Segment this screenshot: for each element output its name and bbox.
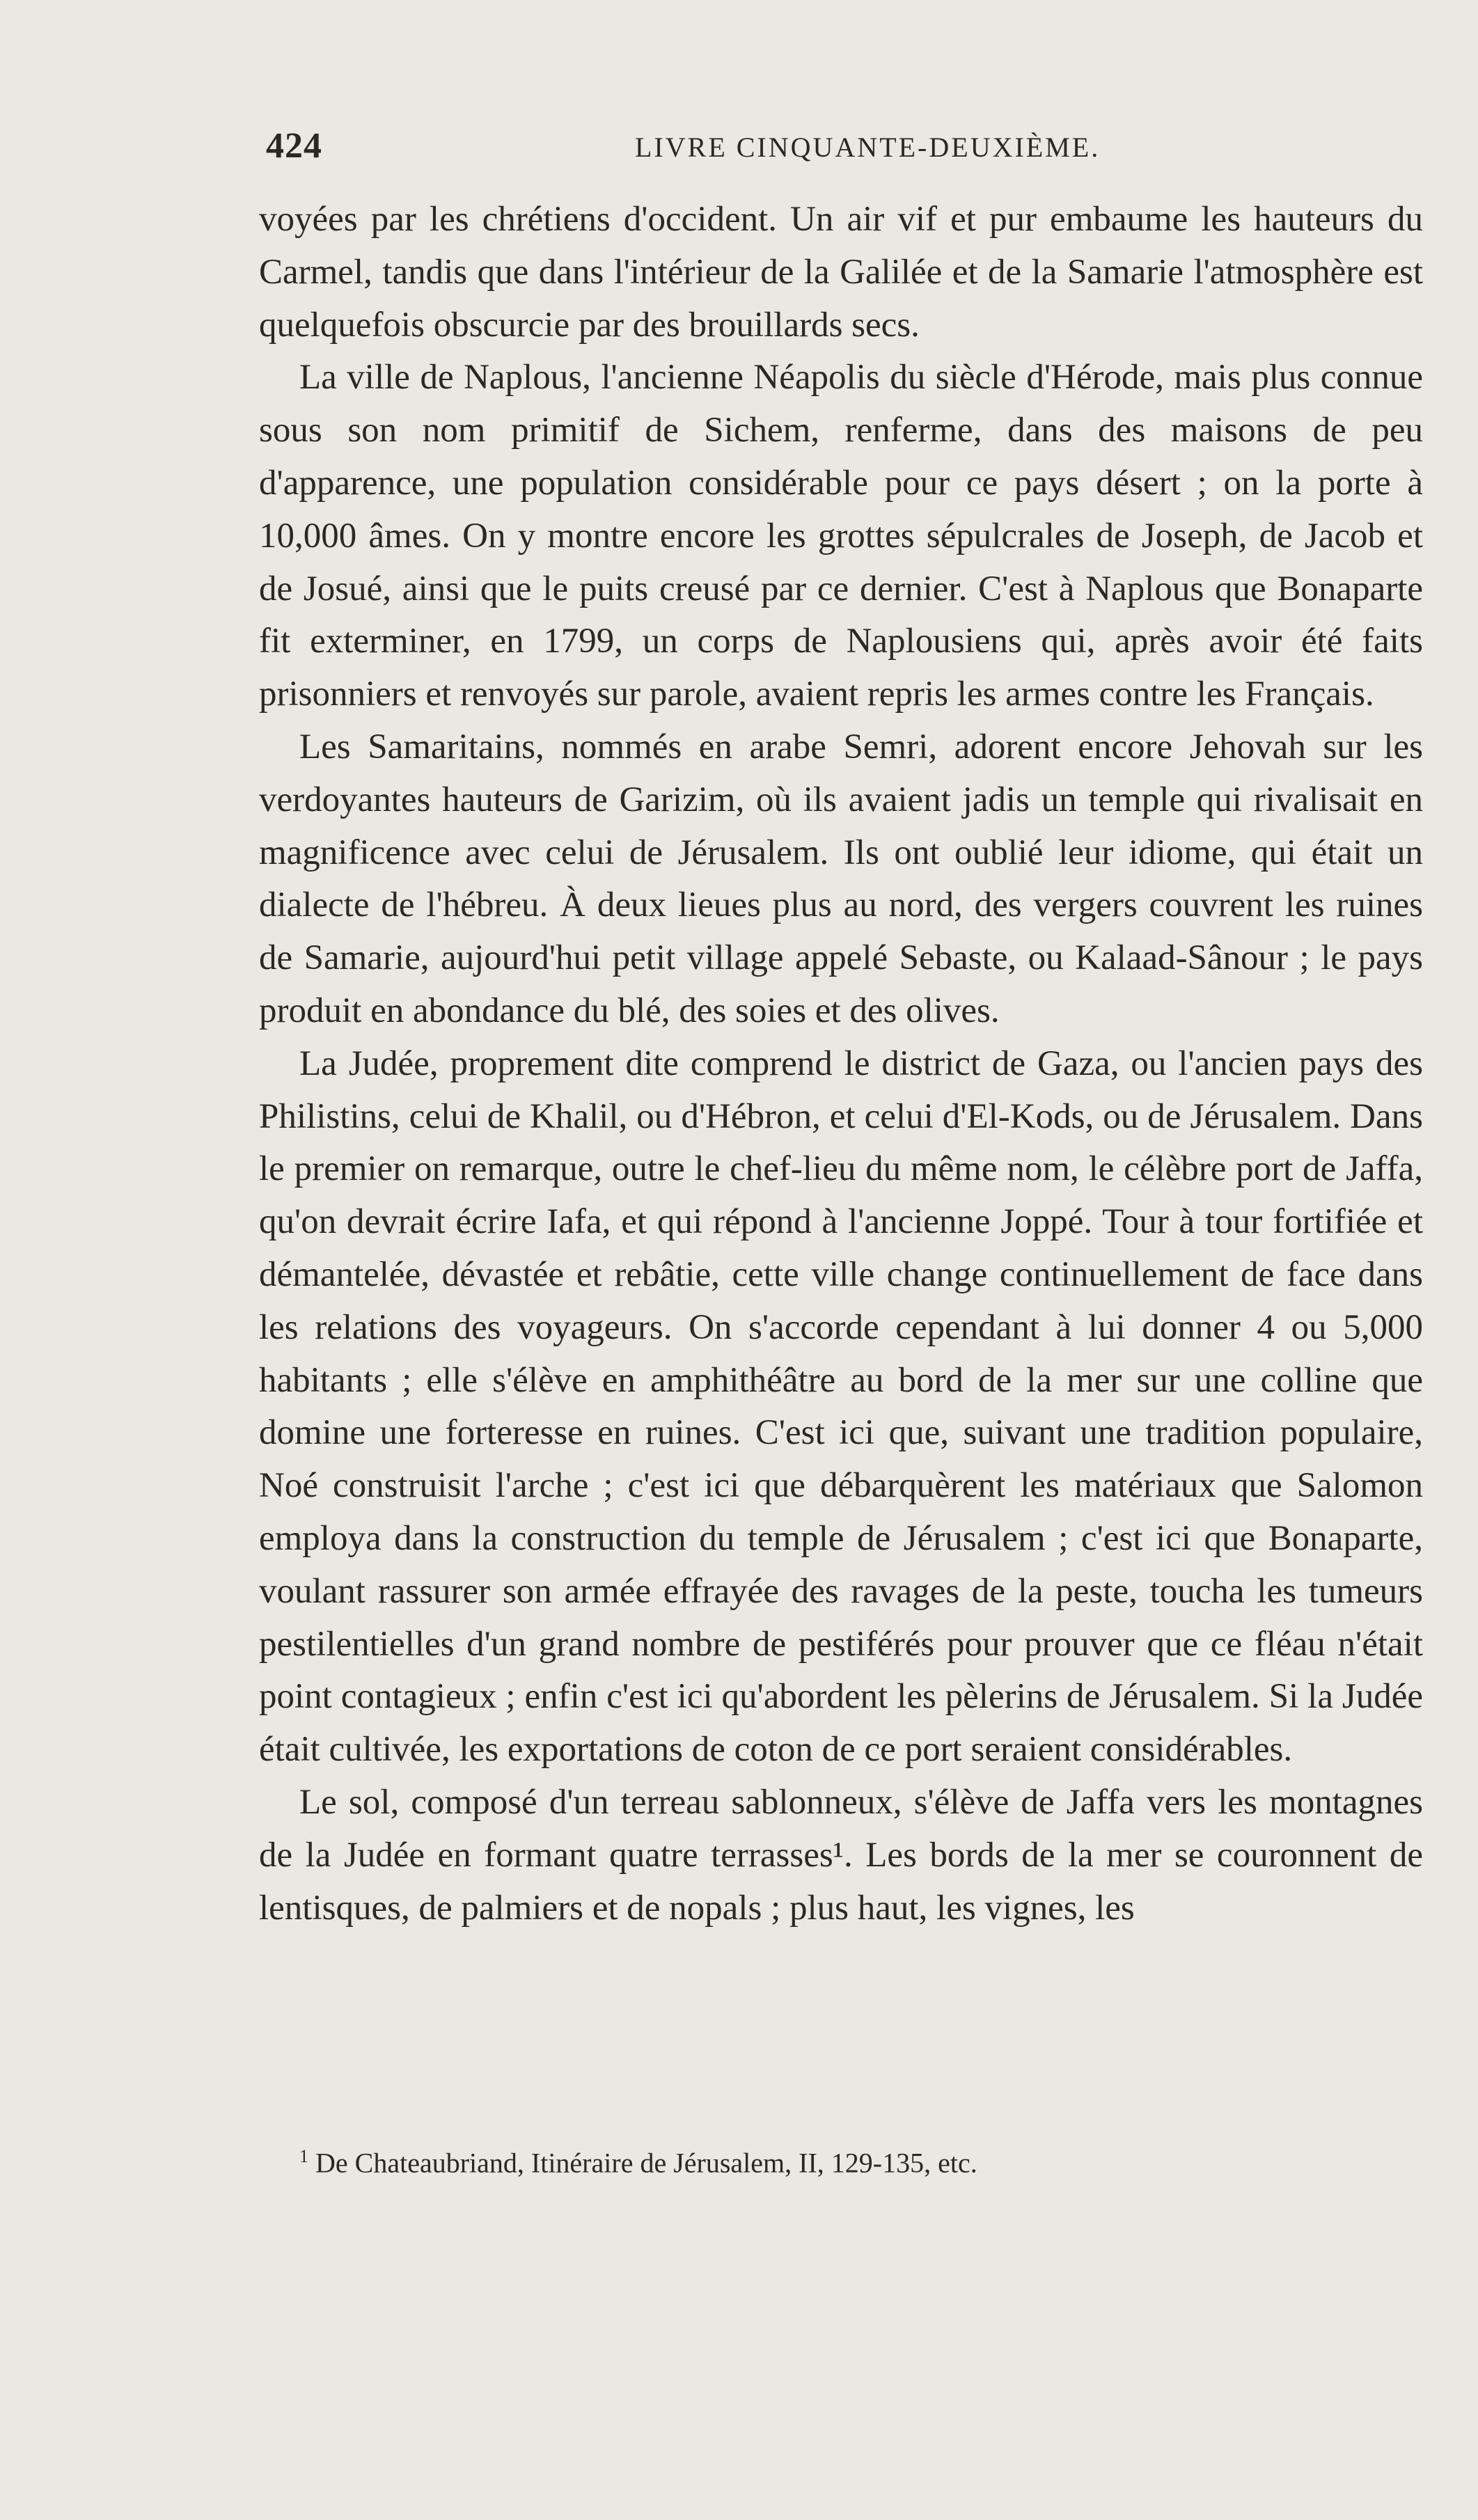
footnote-text: De Chateaubriand, Itinéraire de Jérusalem, II, 129-135, etc. <box>315 2147 977 2179</box>
paragraph-samaritains: Les Samaritains, nommés en arabe Semri, adorent encore Jehovah sur les verdoyantes hauteurs de Garizim, où ils avaient jadis un temple qui rivalisait en magnificence avec celui de Jérusalem. Ils ont oublié leur idiome, qui était un dialecte de l'hébreu. À deux lieues plus au nord, des vergers couvrent les ruines de Samarie, aujourd'hui petit village appelé Sebaste, ou Kalaad-Sânour ; le pays produit en abondance du blé, des soies et des olives. <box>259 727 1423 1030</box>
footnote-mark: 1 <box>299 2146 308 2166</box>
paragraph-judee: La Judée, proprement dite comprend le district de Gaza, ou l'ancien pays des Philistins, celui de Khalil, ou d'Hébron, et celui d'El-Kods, ou de Jérusalem. Dans le premier on remarque, outre le chef-lieu du même nom, le célèbre port de Jaffa, qu'on devrait écrire Iafa, et qui répond à l'ancienne Joppé. Tour à tour fortifiée et démantelée, dévastée et rebâtie, cette ville change continuellement de face dans les relations des voyageurs. On s'accorde cependant à lui donner 4 ou 5,000 habitants ; elle s'élève en amphithéâtre au bord de la mer sur une colline que domine une forteresse en ruines. C'est ici que, suivant une tradition populaire, Noé construisit l'arche ; c'est ici que débarquèrent les matériaux que Salomon employa dans la construction du temple de Jérusalem ; c'est ici que Bonaparte, voulant rassurer son armée effrayée des ravages de la peste, toucha les tumeurs pestilentielles d'un grand nombre de pestiférés pour prouver que ce fléau n'était point contagieux ; enfin c'est ici qu'abordent les pèlerins de Jérusalem. Si la Judée était cultivée, les exportations de coton de ce port seraient considérables. <box>259 1044 1423 1770</box>
page-number: 424 <box>266 126 322 166</box>
body-text <box>259 194 1423 1935</box>
running-head <box>266 125 1477 174</box>
running-title: LIVRE CINQUANTE-DEUXIÈME. <box>635 132 1101 163</box>
footnote <box>259 2139 1423 2181</box>
paragraph-sol: Le sol, composé d'un terreau sablonneux, s'élève de Jaffa vers les montagnes de la Judée en formant quatre terrasses¹. Les bords de la mer se couronnent de lentisques, de palmiers et de nopals ; plus haut, les vignes, les <box>259 1782 1423 1928</box>
paragraph-naplous: La ville de Naplous, l'ancienne Néapolis du siècle d'Hérode, mais plus connue sous son nom primitif de Sichem, renferme, dans des maisons de peu d'apparence, une population considérable pour ce pays désert ; on la porte à 10,000 âmes. On y montre encore les grottes sépulcrales de Joseph, de Jacob et de Josué, ainsi que le puits creusé par ce dernier. C'est à Naplous que Bonaparte fit exterminer, en 1799, un corps de Naplousiens qui, après avoir été faits prisonniers et renvoyés sur parole, avaient repris les armes contre les Français. <box>259 358 1423 714</box>
paragraph-continuation: voyées par les chrétiens d'occident. Un air vif et pur embaume les hauteurs du Carmel, tandis que dans l'intérieur de la Galilée et de la Samarie l'atmosphère est quelquefois obscurcie par des brouillards secs. <box>259 200 1423 345</box>
